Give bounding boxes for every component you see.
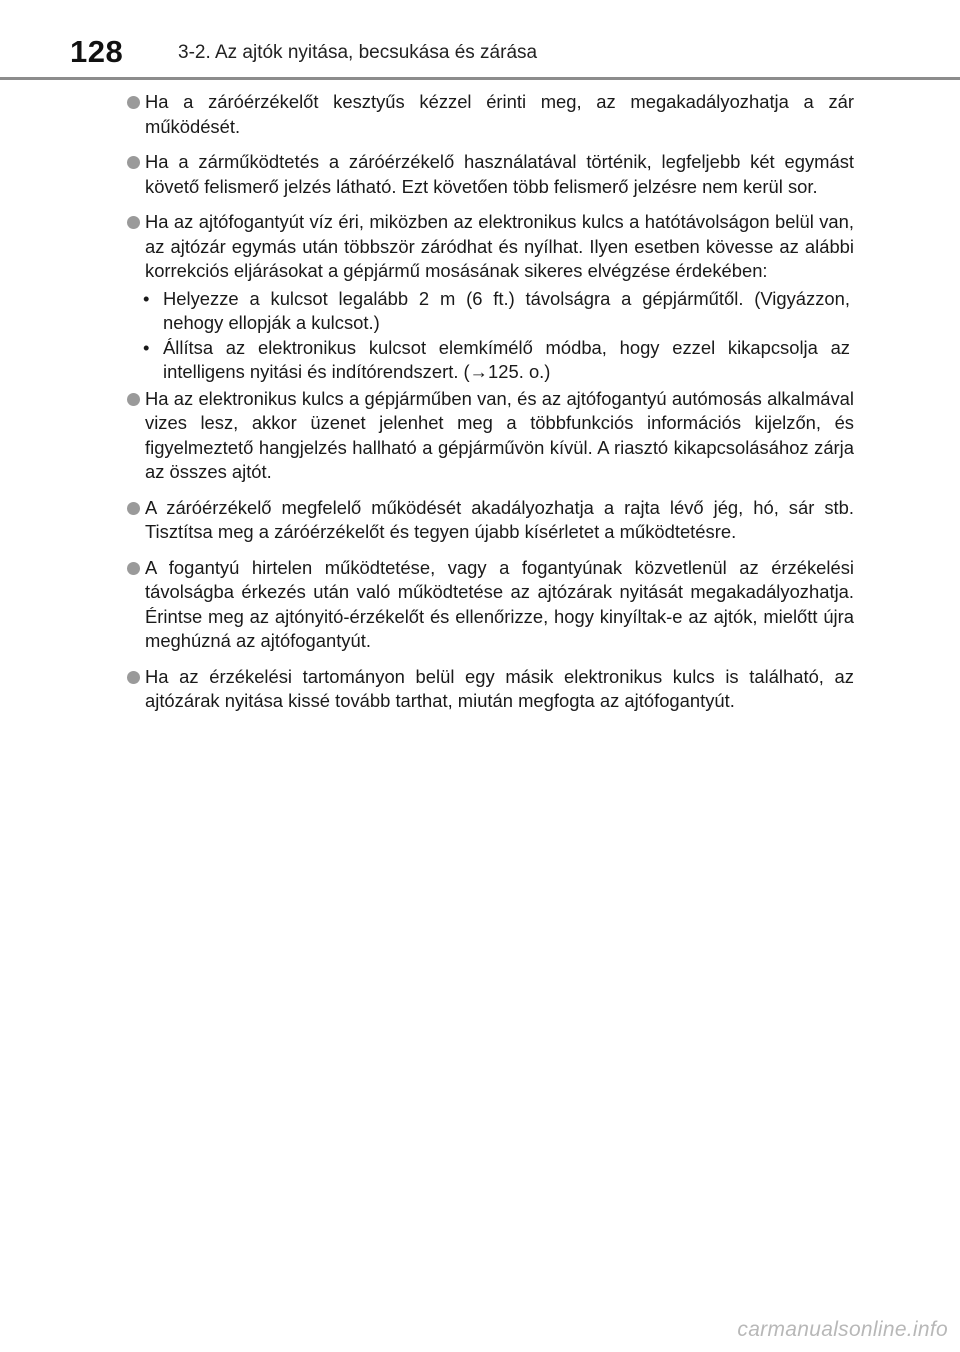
section-title: 3-2. Az ajtók nyitása, becsukása és zárása — [178, 42, 538, 63]
bullet-icon — [127, 96, 140, 109]
document-body — [127, 90, 854, 725]
bullet-icon — [127, 216, 140, 229]
sub-bullet-marker: • — [143, 336, 150, 358]
page-header — [0, 0, 960, 80]
header-divider — [0, 77, 960, 80]
list-item-text: Ha a záróérzékelőt kesztyűs kézzel érinti meg, az megakadályozhatja a zár működését. — [145, 91, 854, 137]
list-item — [127, 150, 854, 199]
list-item — [127, 665, 854, 714]
page-number: 128 — [70, 34, 124, 69]
sub-list-item-text: Helyezze a kulcsot legalább 2 m (6 ft.) távolságra a gépjárműtől. (Vigyázzon, nehogy ellopják a kulcsot.) — [163, 287, 850, 333]
list-item — [127, 210, 854, 284]
list-item-text: Ha az elektronikus kulcs a gépjárműben van, és az ajtófogantyú autómosás alkalmával vizes lesz, akkor üzenet jelenhet meg a többfunkciós információs kijelzőn, és figyelmeztető hangjelzés hallható a gépjárművön kívül. A riasztó kikapcsolásához zárja az összes ajtót. — [145, 387, 854, 482]
list-item-text: Ha az érzékelési tartományon belül egy másik elektronikus kulcs is található, az ajtózárak nyitása kissé tovább tarthat, miután megfogta az ajtófogantyút. — [145, 665, 854, 711]
list-item — [127, 90, 854, 139]
bullet-icon — [127, 671, 140, 684]
sub-list-item — [127, 336, 850, 385]
sub-list-item-text: Állítsa az elektronikus kulcsot elemkímélő módba, hogy ezzel kikapcsolja az intelligens nyitási és indítórendszert. (→125. o.) — [163, 336, 850, 382]
list-item-text: A fogantyú hirtelen működtetése, vagy a fogantyúnak közvetlenül az érzékelési távolságba érkezés után való működtetése az ajtózárak nyitását megakadályozhatja. Érintse meg az ajtónyitó-érzékelőt és ellenőrizze, hogy kinyíltak-e az ajtók, mielőtt újra meghúzná az ajtófogantyút. — [145, 556, 854, 651]
list-item-text: A záróérzékelő megfelelő működését akadályozhatja a rajta lévő jég, hó, sár stb. Tisztítsa meg a záróérzékelőt és tegyen újabb kísérletet a működtetésre. — [145, 496, 854, 542]
bullet-icon — [127, 562, 140, 575]
list-item — [127, 556, 854, 654]
list-item-text: Ha az ajtófogantyút víz éri, miközben az elektronikus kulcs a hatótávolságon belül van, az ajtózár egymás után többször záródhat és nyílhat. Ilyen esetben kövesse az alábbi korrekciós eljárásokat a gépjármű mosásának sikeres elvégzése érdekében: — [145, 211, 854, 281]
list-item — [127, 387, 854, 485]
sub-list — [127, 287, 854, 385]
sub-bullet-marker: • — [143, 287, 150, 309]
list-item-text: Ha a zárműködtetés a záróérzékelő használatával történik, legfeljebb két egymást követő felismerő jelzés látható. Ezt követően több felismerő jelzésre nem kerül sor. — [145, 151, 854, 197]
bullet-icon — [127, 502, 140, 515]
bullet-icon — [127, 393, 140, 406]
watermark: carmanualsonline.info — [737, 1318, 948, 1341]
sub-list-item — [127, 287, 850, 336]
bullet-icon — [127, 156, 140, 169]
list-item — [127, 496, 854, 545]
